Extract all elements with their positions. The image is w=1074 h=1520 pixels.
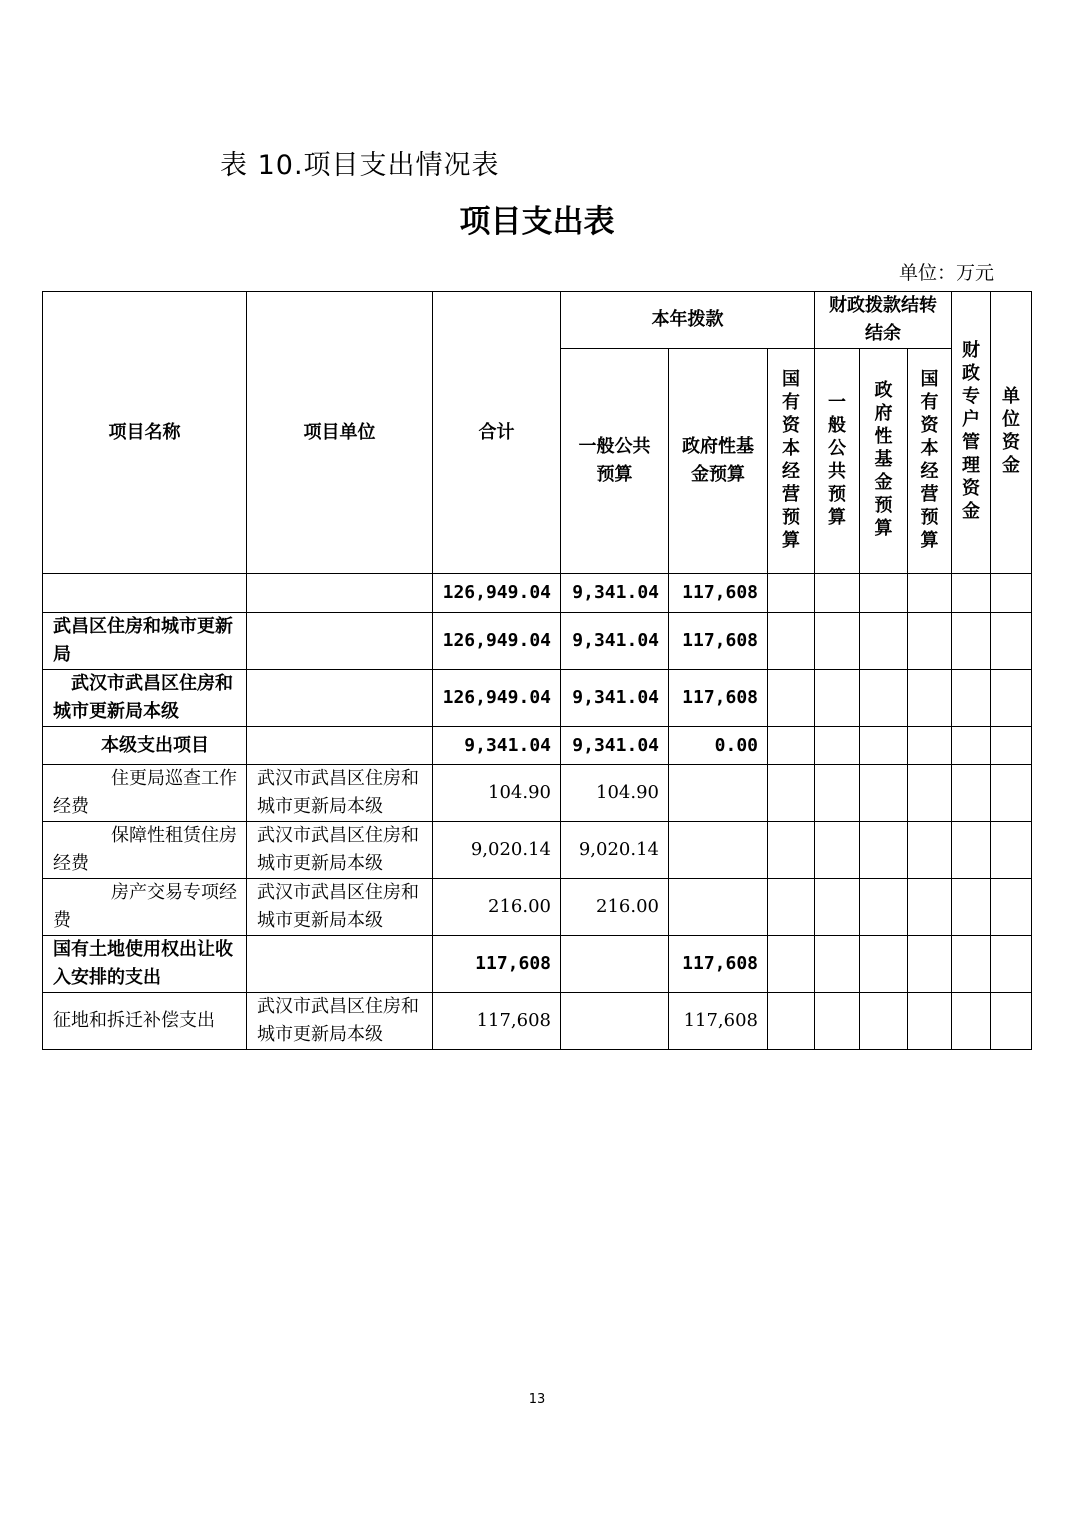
empty-cell [860,727,908,765]
header-fiscal-carryover-text: 财政拨款结转结余 [829,295,938,344]
row-name: 征地和拆迁补偿支出 [43,993,247,1050]
empty-cell [815,993,860,1050]
row-unit: 武汉市武昌区住房和城市更新局本级 [247,822,433,879]
table-row [43,613,1032,670]
row-name: 保障性租赁住房经费 [53,825,237,874]
row-name-cell [43,765,247,822]
header-carryover-state-capital [908,349,952,574]
table-row [43,879,1032,936]
row-name-cell [43,879,247,936]
header-state-capital-budget [768,349,815,574]
row-name: 房产交易专项经费 [53,882,237,931]
row-gov-fund: 117,608 [669,670,768,727]
row-unit [247,936,433,993]
empty-cell [815,765,860,822]
empty-cell [952,670,991,727]
table-row [43,993,1032,1050]
empty-cell [952,993,991,1050]
empty-cell [860,574,908,613]
table-row [43,727,1032,765]
row-general: 216.00 [561,879,669,936]
header-state-capital-budget-text: 国有资本经营预算 [782,368,800,551]
empty-cell [815,936,860,993]
row-gov-fund: 117,608 [669,936,768,993]
row-general: 9,020.14 [561,822,669,879]
table-row [43,822,1032,879]
header-project-unit: 项目单位 [247,292,433,574]
row-name-cell [43,822,247,879]
row-gov-fund: 0.00 [669,727,768,765]
row-name-cell [43,670,247,727]
row-total: 126,949.04 [433,613,561,670]
row-general: 9,341.04 [561,574,669,613]
empty-cell [815,822,860,879]
header-general-budget-text: 一般公共预算 [578,436,651,485]
header-gov-fund-budget-text: 政府性基金预算 [682,436,754,485]
empty-cell [991,879,1032,936]
empty-cell [768,670,815,727]
row-unit [247,574,433,613]
empty-cell [860,936,908,993]
header-fiscal-carryover [815,292,952,349]
row-unit: 武汉市武昌区住房和城市更新局本级 [247,879,433,936]
row-name: 武汉市武昌区住房和城市更新局本级 [53,673,233,722]
empty-cell [815,613,860,670]
row-general: 104.90 [561,765,669,822]
empty-cell [991,765,1032,822]
table-row [43,936,1032,993]
row-general: 9,341.04 [561,727,669,765]
document-title: 项目支出表 [459,204,615,240]
empty-cell [952,727,991,765]
header-carryover-gov-fund [860,349,908,574]
empty-cell [860,765,908,822]
table-row [43,574,1032,613]
table-caption: 表 10.项目支出情况表 [220,150,500,181]
empty-cell [815,879,860,936]
empty-cell [908,936,952,993]
row-total: 126,949.04 [433,670,561,727]
row-gov-fund: 117,608 [669,574,768,613]
row-unit: 武汉市武昌区住房和城市更新局本级 [247,765,433,822]
row-total: 9,020.14 [433,822,561,879]
empty-cell [908,670,952,727]
header-total: 合计 [433,292,561,574]
header-project-name: 项目名称 [43,292,247,574]
row-total: 126,949.04 [433,574,561,613]
header-carryover-general [815,349,860,574]
empty-cell [952,879,991,936]
row-general: 9,341.04 [561,613,669,670]
empty-cell [952,936,991,993]
empty-cell [991,822,1032,879]
row-total: 117,608 [433,993,561,1050]
header-carryover-general-text: 一般公共预算 [828,391,847,528]
row-total: 216.00 [433,879,561,936]
unit-label: 单位：万元 [898,262,994,284]
empty-cell [768,727,815,765]
page-number: 13 [528,1392,546,1407]
empty-cell [991,727,1032,765]
empty-cell [815,727,860,765]
header-carryover-state-capital-text: 国有资本经营预算 [920,368,939,551]
empty-cell [768,993,815,1050]
table-row [43,765,1032,822]
header-general-budget [561,349,669,574]
empty-cell [908,765,952,822]
row-general: 9,341.04 [561,670,669,727]
empty-cell [768,765,815,822]
row-gov-fund: 117,608 [669,613,768,670]
empty-cell [908,822,952,879]
empty-cell [991,936,1032,993]
row-unit: 武汉市武昌区住房和城市更新局本级 [247,993,433,1050]
empty-cell [768,613,815,670]
row-name [43,574,247,613]
row-unit [247,727,433,765]
empty-cell [952,613,991,670]
table-row [43,670,1032,727]
empty-cell [908,574,952,613]
header-unit-funds-text: 单位资金 [1002,386,1021,476]
empty-cell [768,574,815,613]
empty-cell [860,613,908,670]
empty-cell [860,879,908,936]
row-total: 104.90 [433,765,561,822]
header-fiscal-special-account [952,292,991,574]
project-expenditure-table [42,291,1032,1050]
empty-cell [768,936,815,993]
row-unit [247,670,433,727]
empty-cell [952,822,991,879]
row-gov-fund [669,822,768,879]
row-gov-fund [669,879,768,936]
row-gov-fund: 117,608 [669,993,768,1050]
header-unit-funds [991,292,1032,574]
empty-cell [991,613,1032,670]
empty-cell [860,670,908,727]
empty-cell [991,993,1032,1050]
row-general [561,936,669,993]
empty-cell [952,765,991,822]
empty-cell [991,670,1032,727]
header-current-year-appropriation: 本年拨款 [561,292,815,349]
empty-cell [908,613,952,670]
row-gov-fund [669,765,768,822]
empty-cell [860,822,908,879]
row-name: 武昌区住房和城市更新局 [43,613,247,670]
row-total: 117,608 [433,936,561,993]
row-general [561,993,669,1050]
empty-cell [768,879,815,936]
empty-cell [952,574,991,613]
row-name-cell [43,727,247,765]
row-name: 本级支出项目 [101,734,209,756]
empty-cell [908,727,952,765]
empty-cell [768,822,815,879]
header-fiscal-special-account-text: 财政专户管理资金 [962,340,981,522]
header-gov-fund-budget [669,349,768,574]
empty-cell [908,879,952,936]
header-carryover-gov-fund-text: 政府性基金预算 [874,380,893,539]
empty-cell [860,993,908,1050]
empty-cell [991,574,1032,613]
empty-cell [815,670,860,727]
row-name: 住更局巡查工作经费 [53,768,237,817]
row-unit [247,613,433,670]
row-name: 国有土地使用权出让收入安排的支出 [43,936,247,993]
empty-cell [815,574,860,613]
empty-cell [908,993,952,1050]
row-total: 9,341.04 [433,727,561,765]
